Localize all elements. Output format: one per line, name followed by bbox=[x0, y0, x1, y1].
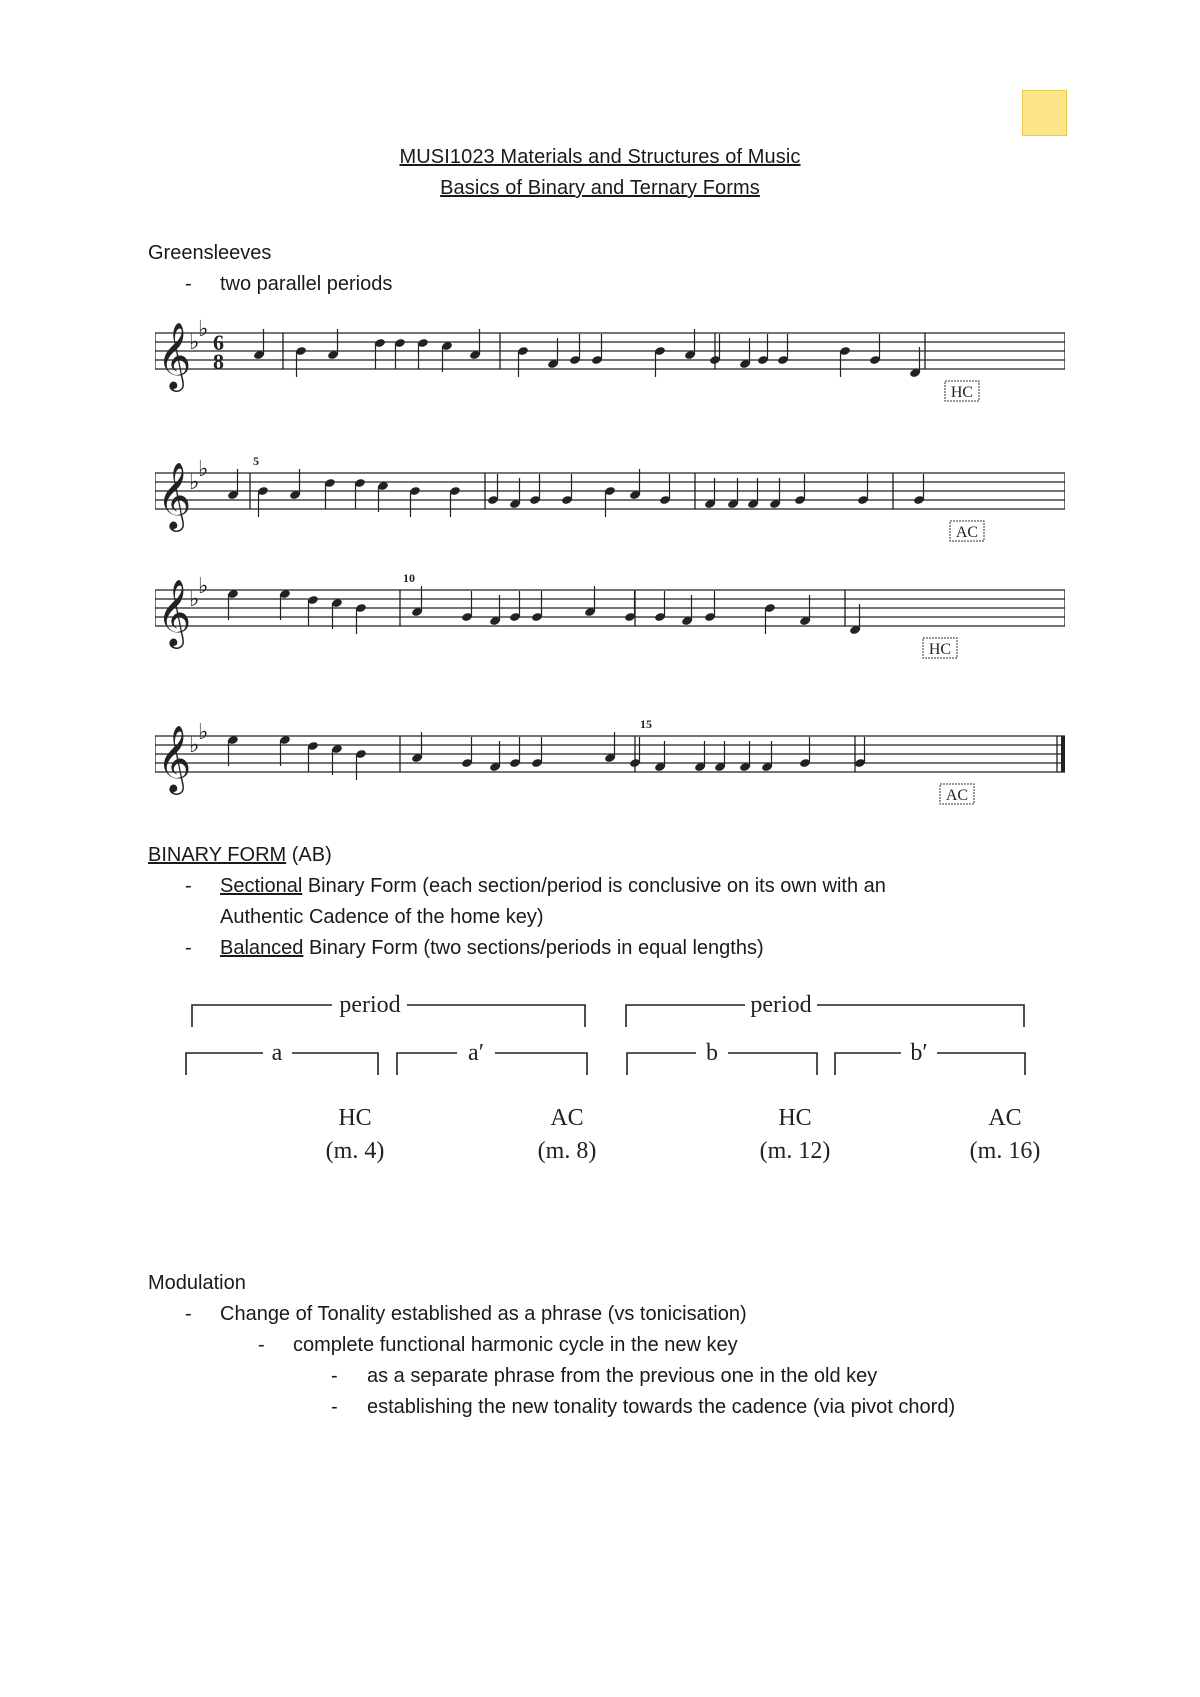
cadence-measure-4: (m. 16) bbox=[969, 1138, 1041, 1164]
measure-number: 10 bbox=[403, 572, 415, 585]
modulation-level2: complete functional harmonic cycle in the new key bbox=[293, 1334, 738, 1356]
phrase-label-b-prime: b′ bbox=[910, 1040, 928, 1066]
balanced-term: Balanced bbox=[220, 937, 304, 959]
flat-icon: ♭ bbox=[198, 456, 209, 481]
bullet-dash: - bbox=[185, 875, 192, 897]
cadence-label: HC bbox=[928, 641, 952, 658]
flat-icon: ♭ bbox=[198, 316, 209, 341]
time-signature-bottom: 8 bbox=[213, 349, 224, 374]
phrase-label-a: a bbox=[271, 1040, 283, 1066]
period-label-2: period bbox=[750, 992, 812, 1018]
modulation-level1: Change of Tonality established as a phrase (vs tonicisation) bbox=[220, 1303, 747, 1325]
cadence-measure-3: (m. 12) bbox=[759, 1138, 831, 1164]
greensleeves-heading: Greensleeves bbox=[148, 242, 272, 264]
time-signature-top: 6 bbox=[213, 330, 224, 355]
binary-heading-line bbox=[148, 840, 332, 871]
treble-clef-icon: 𝄞 bbox=[157, 463, 192, 528]
phrase-label-a-prime: a′ bbox=[468, 1040, 484, 1066]
music-system-1 bbox=[155, 315, 1065, 415]
music-system-2 bbox=[155, 455, 1065, 555]
modulation-level3-2: establishing the new tonality towards the cadence (via pivot chord) bbox=[367, 1396, 956, 1418]
music-system-3 bbox=[155, 572, 1065, 672]
cadence-label-4: AC bbox=[988, 1105, 1022, 1131]
phrase-bracket-a-prime bbox=[397, 1053, 587, 1075]
binary-form-diagram bbox=[175, 985, 1055, 1185]
balanced-rest: Binary Form (two sections/periods in equal lengths) bbox=[303, 937, 764, 959]
course-title: MUSI1023 Materials and Structures of Music bbox=[399, 146, 801, 168]
binary-heading-suffix: (AB) bbox=[286, 844, 332, 866]
flat-icon: ♭ bbox=[189, 469, 200, 494]
sectional-line-2: Authentic Cadence of the home key) bbox=[220, 906, 544, 928]
modulation-level3-1: as a separate phrase from the previous one in the old key bbox=[367, 1365, 878, 1387]
cadence-label: HC bbox=[950, 384, 974, 401]
music-system-4 bbox=[155, 718, 1065, 818]
cadence-label-1: HC bbox=[338, 1105, 372, 1131]
modulation-heading: Modulation bbox=[148, 1272, 246, 1294]
flat-icon: ♭ bbox=[189, 329, 200, 354]
flat-icon: ♭ bbox=[198, 573, 209, 598]
treble-clef-icon: 𝄞 bbox=[157, 726, 192, 791]
bullet-dash: - bbox=[258, 1334, 265, 1356]
phrase-label-b: b bbox=[706, 1040, 718, 1066]
page-subtitle: Basics of Binary and Ternary Forms bbox=[440, 177, 760, 199]
treble-clef-icon: 𝄞 bbox=[157, 323, 192, 388]
final-barline bbox=[1061, 736, 1065, 772]
period-label-1: period bbox=[339, 992, 401, 1018]
balanced-line bbox=[220, 933, 764, 964]
bullet-dash: - bbox=[185, 1303, 192, 1325]
bullet-dash: - bbox=[185, 937, 192, 959]
cadence-label: AC bbox=[955, 524, 979, 541]
cadence-label-2: AC bbox=[550, 1105, 584, 1131]
treble-clef-icon: 𝄞 bbox=[157, 580, 192, 645]
cadence-measure-2: (m. 8) bbox=[537, 1138, 597, 1164]
measure-number: 15 bbox=[640, 718, 652, 731]
sectional-rest: Binary Form (each section/period is conclusive on its own with an bbox=[302, 875, 886, 897]
measure-number: 5 bbox=[253, 455, 259, 468]
bullet-dash: - bbox=[331, 1396, 338, 1418]
binary-heading: BINARY FORM bbox=[148, 844, 287, 866]
bullet-dash: - bbox=[185, 273, 192, 295]
flat-icon: ♭ bbox=[189, 586, 200, 611]
flat-icon: ♭ bbox=[189, 732, 200, 757]
flat-icon: ♭ bbox=[198, 719, 209, 744]
phrase-bracket-b-prime bbox=[835, 1053, 1025, 1075]
cadence-measure-1: (m. 4) bbox=[325, 1138, 385, 1164]
period-bracket-2 bbox=[626, 1005, 1024, 1027]
phrase-bracket-b bbox=[627, 1053, 817, 1075]
cadence-label-3: HC bbox=[778, 1105, 812, 1131]
sectional-line bbox=[220, 871, 886, 902]
sticky-note[interactable] bbox=[1022, 90, 1067, 136]
cadence-label: AC bbox=[945, 787, 969, 804]
bullet-dash: - bbox=[331, 1365, 338, 1387]
sectional-term: Sectional bbox=[220, 875, 303, 897]
greensleeves-bullet: two parallel periods bbox=[220, 273, 393, 295]
